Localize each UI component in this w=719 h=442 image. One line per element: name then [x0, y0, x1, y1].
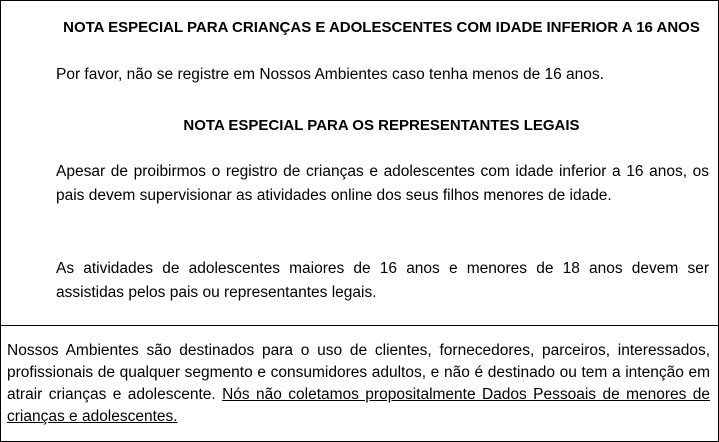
- intended-audience-text: Nossos Ambientes são destinados para o uso de clientes, fornecedores, parceiros, interessados, profissionais de qualquer segmento e consumidores adultos, e não é destinado ou tem a intenção em atrair crianças e adolescente.: [7, 342, 710, 403]
- data-collection-statement: Nós não coletamos propositalmente Dados Pessoais de menores de crianças e adolescentes.: [7, 386, 710, 425]
- section-divider: [0, 325, 719, 326]
- parental-supervision-paragraph: Apesar de proibirmos o registro de crianças e adolescentes com idade inferior a 16 anos, os pais devem supervisionar as atividades online dos seus filhos menores de idade.: [56, 163, 709, 204]
- heading-legal-representatives: NOTA ESPECIAL PARA OS REPRESENTANTES LEGAIS: [183, 117, 580, 134]
- adolescent-activities-paragraph: As atividades de adolescentes maiores de 16 anos e menores de 18 anos devem ser assistidas pelos pais ou representantes legais.: [56, 260, 709, 301]
- heading-children-note: NOTA ESPECIAL PARA CRIANÇAS E ADOLESCENTES COM IDADE INFERIOR A 16 ANOS: [63, 19, 700, 36]
- intended-audience-paragraph: [7, 340, 710, 428]
- children-registration-notice: Por favor, não se registre em Nossos Ambientes caso tenha menos de 16 anos.: [56, 66, 604, 83]
